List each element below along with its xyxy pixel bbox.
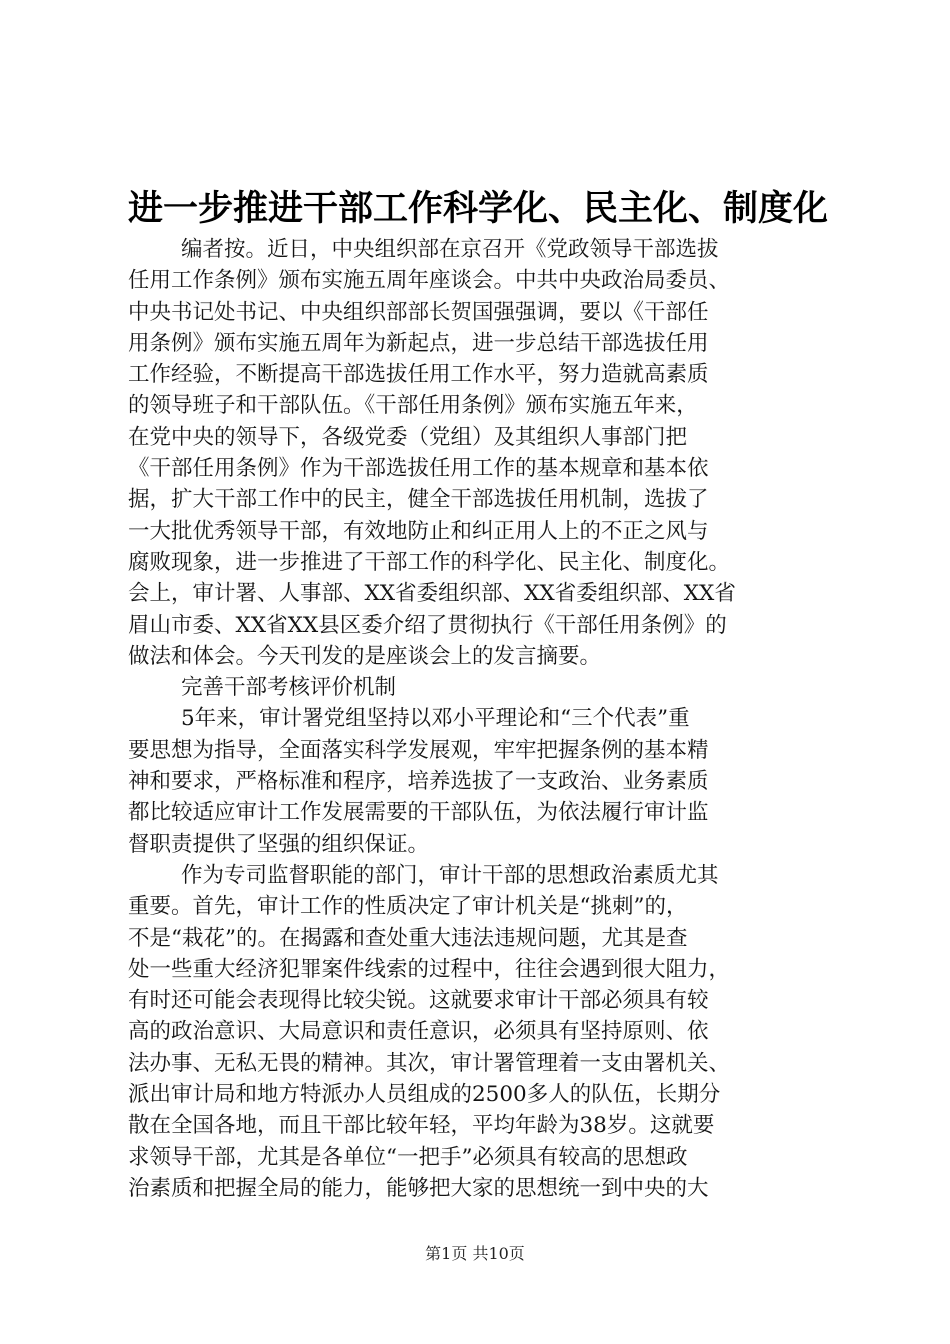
body-line: 在党中央的领导下，各级党委（党组）及其组织人事部门把 [128,424,688,450]
page-number: 第1页 共10页 [425,1244,525,1263]
document-title: 进一步推进干部工作科学化、民主化、制度化 [128,188,829,229]
document-body [128,234,838,1204]
section-heading: 完善干部考核评价机制 [181,675,397,701]
body-line: 任用工作条例》颁布实施五周年座谈会。中共中央政治局委员、 [128,268,731,294]
body-line: 一大批优秀领导干部，有效地防止和纠正用人上的不正之风与 [128,518,709,544]
body-line: 做法和体会。今天刊发的是座谈会上的发言摘要。 [128,643,602,669]
body-line: 《干部任用条例》作为干部选拔任用工作的基本规章和基本依 [128,456,709,482]
body-line: 中央书记处书记、中央组织部部长贺国强强调，要以《干部任 [128,299,709,325]
body-line: 散在全国各地，而且干部比较年轻，平均年龄为38岁。这就要 [128,1113,715,1139]
body-line: 督职责提供了坚强的组织保证。 [128,831,430,857]
body-line: 要思想为指导，全面落实科学发展观，牢牢把握条例的基本精 [128,737,709,763]
body-line: 5年来，审计署党组坚持以邓小平理论和“三个代表”重 [181,706,690,732]
body-line: 求领导干部，尤其是各单位“一把手”必须具有较高的思想政 [128,1144,688,1170]
body-line: 派出审计局和地方特派办人员组成的2500多人的队伍，长期分 [128,1082,721,1108]
body-line: 高的政治意识、大局意识和责任意识，必须具有坚持原则、依 [128,1019,709,1045]
body-line: 都比较适应审计工作发展需要的干部队伍，为依法履行审计监 [128,800,709,826]
body-line: 眉山市委、XX省XX县区委介绍了贯彻执行《干部任用条例》的 [128,612,727,638]
body-line: 腐败现象，进一步推进了干部工作的科学化、民主化、制度化。 [128,549,731,575]
body-line: 处一些重大经济犯罪案件线索的过程中，往往会遇到很大阻力， [128,956,731,982]
body-line: 作为专司监督职能的部门，审计干部的思想政治素质尤其 [181,862,719,888]
body-line: 治素质和把握全局的能力，能够把大家的思想统一到中央的大 [128,1175,709,1201]
body-line: 用条例》颁布实施五周年为新起点，进一步总结干部选拔任用 [128,330,709,356]
body-line: 神和要求，严格标准和程序，培养选拔了一支政治、业务素质 [128,769,709,795]
body-line: 编者按。近日，中央组织部在京召开《党政领导干部选拔 [181,237,719,262]
body-line: 有时还可能会表现得比较尖锐。这就要求审计干部必须具有较 [128,988,709,1014]
body-line: 的领导班子和干部队伍。《干部任用条例》颁布实施五年来， [128,393,698,419]
body-line: 工作经验，不断提高干部选拔任用工作水平，努力造就高素质 [128,362,709,388]
body-line: 重要。首先，审计工作的性质决定了审计机关是“挑刺”的， [128,894,688,920]
body-line: 法办事、无私无畏的精神。其次，审计署管理着一支由署机关、 [128,1050,731,1076]
body-line: 据，扩大干部工作中的民主，健全干部选拔任用机制，选拔了 [128,487,709,513]
body-line: 会上，审计署、人事部、XX省委组织部、XX省委组织部、XX省 [128,581,736,607]
body-line: 不是“栽花”的。在揭露和查处重大违法违规问题，尤其是查 [128,925,688,951]
